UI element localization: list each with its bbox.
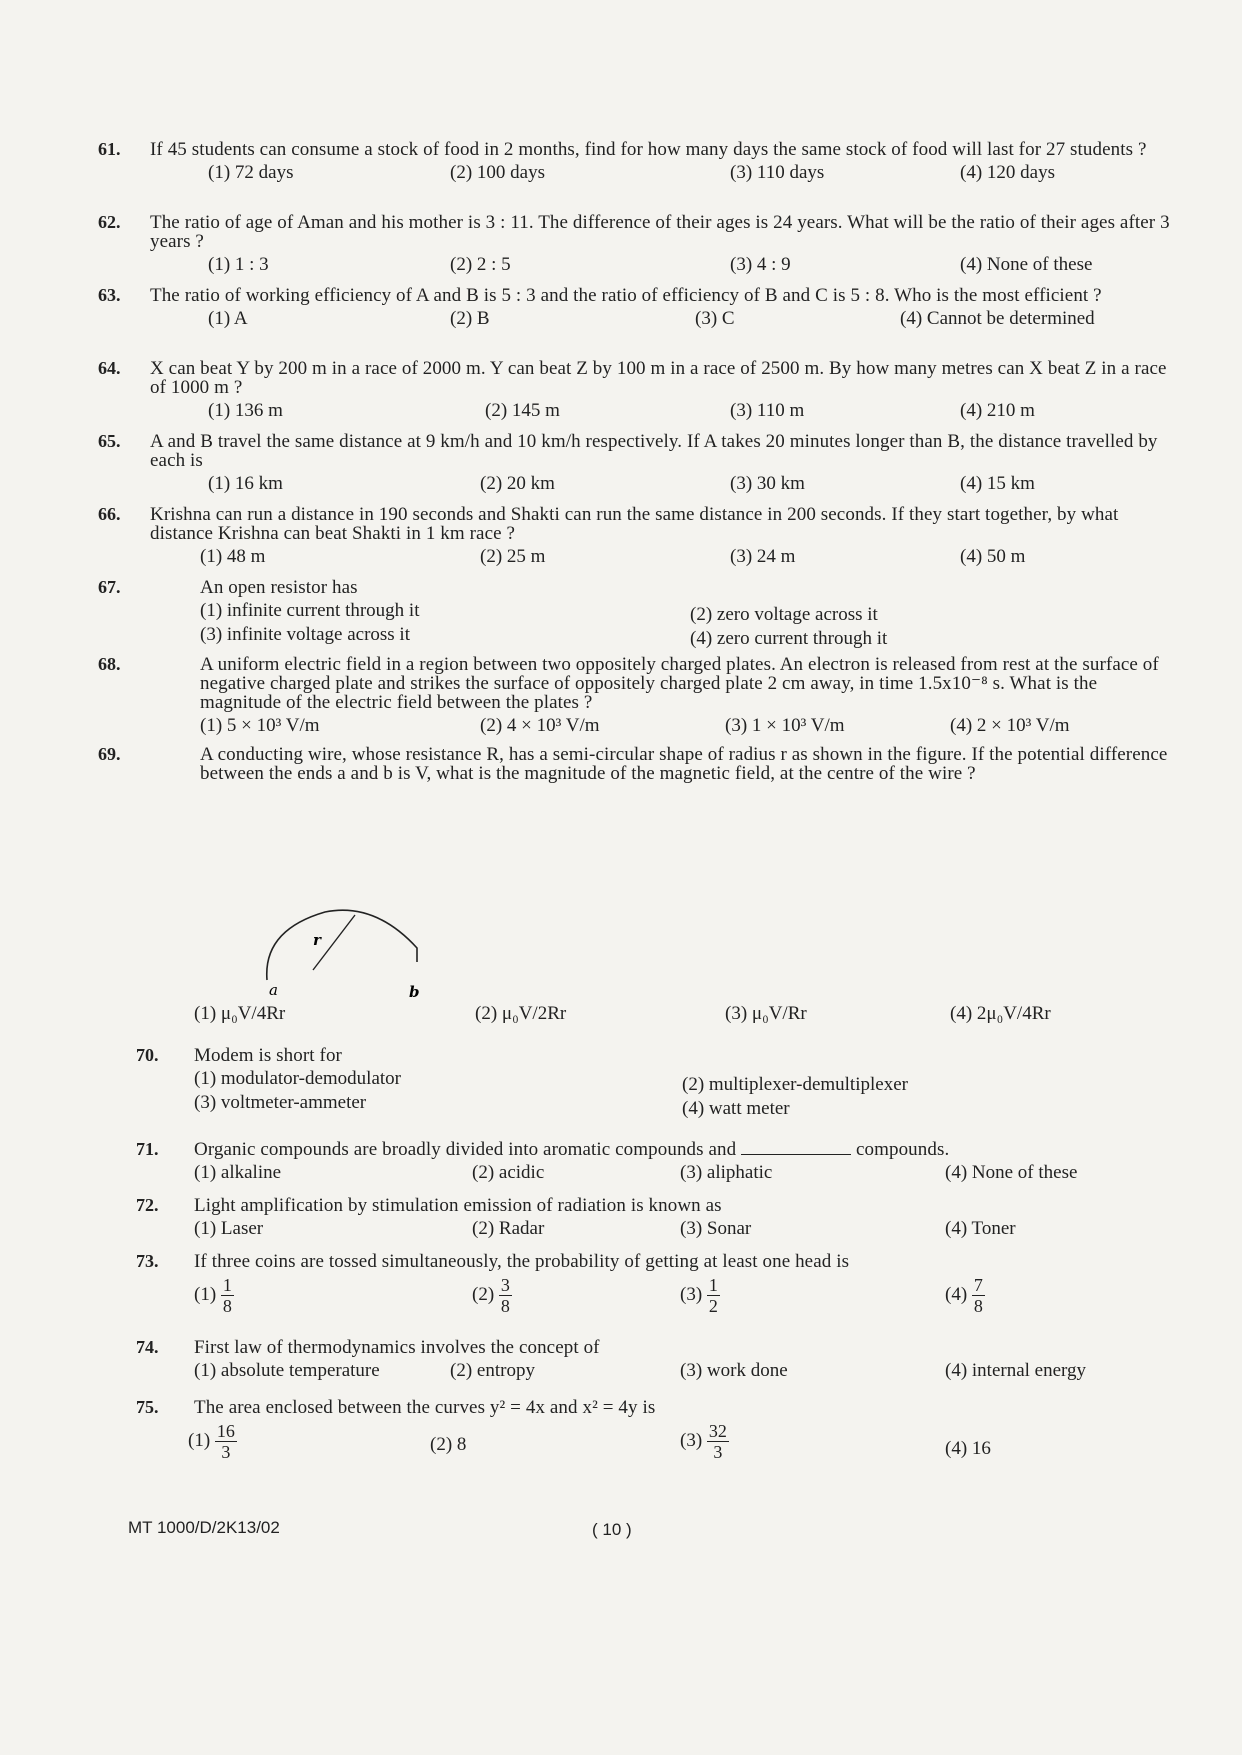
question-number: 75. [136,1397,159,1417]
question-text: Krishna can run a distance in 190 seconds and Shakti can run the same distance in 200 seconds. If they start together, by what distance Krishna can beat Shakti in 1 km race ? [150,504,1119,544]
question-number: 63. [98,285,121,305]
question-70 [136,1045,1180,1119]
option-3: (3) work done [680,1360,788,1381]
option-2: (2) 145 m [485,400,560,421]
semicircle-wire-figure [255,900,455,1010]
question-text: Organic compounds are broadly divided into aromatic compounds and [194,1139,737,1160]
option-4: (4) 16 [945,1438,991,1459]
option-4: (4) 120 days [960,162,1055,183]
option-3: (3) 30 km [730,473,805,494]
question-number: 66. [98,504,121,524]
question-number: 72. [136,1195,159,1215]
option-1: (1) 16 km [208,473,283,494]
option-1: (1) infinite current through it [200,600,420,621]
question-number: 71. [136,1139,159,1159]
question-62 [98,212,1180,279]
option-1: (1) 5 × 10³ V/m [200,715,320,736]
question-number: 69. [98,744,121,764]
option-4: (4) $\frac{7}{8}$ [945,1275,983,1316]
question-73 [136,1251,1180,1325]
option-3: (3) aliphatic [680,1162,773,1183]
question-number: 64. [98,358,121,378]
question-text: If 45 students can consume a stock of food in 2 months, find for how many days the same stock of food will last for 27 students ? [150,139,1147,160]
question-67 [98,577,1180,649]
option-4: (4) None of these [945,1162,1078,1183]
question-text: The area enclosed between the curves y² = 4x and x² = 4y is [194,1397,656,1418]
option-3: (3) μ₀V/Rr [725,1003,807,1024]
paper-code: MT 1000/D/2K13/02 [128,1518,280,1537]
fraction: $\frac{32}{3}$ [708,1421,727,1462]
question-text: The ratio of age of Aman and his mother is 3 : 11. The difference of their ages is 24 years. What will be the ratio of their ages after 3 years ? [150,212,1170,252]
question-text: A conducting wire, whose resistance R, has a semi-circular shape of radius r as shown in the figure. If the potential difference between the ends a and b is V, what is the magnitude of the magnetic field, at the centre of the wire ? [200,744,1168,784]
fraction: $\frac{1}{2}$ [708,1275,718,1316]
question-74 [136,1337,1180,1385]
option-4: (4) internal energy [945,1360,1087,1381]
fraction: $\frac{16}{3}$ [216,1421,235,1462]
option-1: (1) μ₀V/4Rr [194,1003,286,1024]
option-2: (2) 8 [430,1434,467,1455]
option-2: (2) 20 km [480,473,555,494]
question-68 [98,654,1180,740]
option-2: (2) Radar [472,1218,545,1239]
question-text: Modem is short for [194,1045,342,1066]
label-a: a [269,981,278,999]
option-1: (1) 1 : 3 [208,254,269,275]
option-1: (1) A [208,308,248,329]
question-text: Light amplification by stimulation emission of radiation is known as [194,1195,722,1216]
option-3: (3) 110 days [730,162,825,183]
option-2: (2) 100 days [450,162,545,183]
fraction: $\frac{7}{8}$ [973,1275,983,1316]
fraction: $\frac{1}{8}$ [222,1275,232,1316]
option-3: (3) infinite voltage across it [200,624,410,645]
option-1: (1) modulator-demodulator [194,1068,401,1089]
fraction: $\frac{3}{8}$ [500,1275,510,1316]
option-3: (3) C [695,308,735,329]
option-3: (3) 24 m [730,546,796,567]
question-text: If three coins are tossed simultaneously, the probability of getting at least one head is [194,1251,850,1272]
question-61 [98,139,1180,187]
question-text: X can beat Y by 200 m in a race of 2000 m. Y can beat Z by 100 m in a race of 2500 m. By how many metres can X beat Z in a race of 1000 m ? [150,358,1167,398]
label-b: b [409,983,420,1001]
option-3: (3) $\frac{32}{3}$ [680,1421,727,1462]
option-1: (1) $\frac{16}{3}$ [188,1421,235,1462]
option-1: (1) 48 m [200,546,266,567]
question-number: 67. [98,577,121,597]
question-number: 62. [98,212,121,232]
question-number: 61. [98,139,121,159]
question-65 [98,431,1180,498]
question-number: 68. [98,654,121,674]
option-4: (4) Cannot be determined [900,308,1095,329]
option-4: (4) None of these [960,254,1093,275]
option-4: (4) watt meter [682,1098,790,1119]
question-number: 74. [136,1337,159,1357]
option-3: (3) 1 × 10³ V/m [725,715,845,736]
option-3: (3) 4 : 9 [730,254,791,275]
question-text: First law of thermodynamics involves the concept of [194,1337,600,1358]
option-1: (1) absolute temperature [194,1360,380,1381]
option-3: (3) $\frac{1}{2}$ [680,1275,718,1316]
option-4: (4) 210 m [960,400,1035,421]
question-69 [98,744,1180,784]
option-2: (2) zero voltage across it [690,604,878,625]
question-number: 70. [136,1045,159,1065]
question-text-end: compounds. [855,1139,950,1160]
page-number: ( 10 ) [592,1520,632,1539]
option-3: (3) 110 m [730,400,805,421]
question-72 [136,1195,1180,1243]
option-1: (1) 72 days [208,162,294,183]
option-2: (2) multiplexer-demultiplexer [682,1074,908,1095]
option-4: (4) 2μ₀V/4Rr [950,1003,1051,1024]
option-4: (4) 15 km [960,473,1035,494]
question-number: 65. [98,431,121,451]
option-2: (2) $\frac{3}{8}$ [472,1275,510,1316]
question-text: A uniform electric field in a region between two oppositely charged plates. An electron is released from rest at the surface of negative charged plate and strikes the surface of oppositely charged plate 2 cm away, in time 1.5x10⁻⁸ s. What is the magnitude of the electric field between the plates ? [200,654,1159,713]
question-69-options [150,1004,1180,1028]
option-1: (1) alkaline [194,1162,282,1183]
question-text: A and B travel the same distance at 9 km/h and 10 km/h respectively. If A takes 20 minutes longer than B, the distance travelled by each is [150,431,1158,471]
option-2: (2) B [450,308,490,329]
option-1: (1) 136 m [208,400,283,421]
option-3: (3) Sonar [680,1218,752,1239]
option-2: (2) acidic [472,1162,545,1183]
option-4: (4) zero current through it [690,628,888,649]
question-text: An open resistor has [200,577,358,598]
option-1: (1) Laser [194,1218,264,1239]
question-63 [98,285,1180,333]
label-r: r [313,931,321,949]
question-64 [98,358,1180,425]
option-1: (1) $\frac{1}{8}$ [194,1275,232,1316]
option-2: (2) 2 : 5 [450,254,511,275]
semicircle-arc [267,910,417,980]
option-4: (4) 50 m [960,546,1026,567]
question-66 [98,504,1180,571]
question-text: The ratio of working efficiency of A and B is 5 : 3 and the ratio of efficiency of B and C is 5 : 8. Who is the most efficient ? [150,285,1102,306]
option-4: (4) Toner [945,1218,1016,1239]
question-71 [136,1139,1180,1187]
answer-blank [741,1154,851,1155]
option-2: (2) 4 × 10³ V/m [480,715,600,736]
option-3: (3) voltmeter-ammeter [194,1092,367,1113]
option-2: (2) 25 m [480,546,546,567]
question-75 [136,1397,1180,1471]
question-number: 73. [136,1251,159,1271]
option-4: (4) 2 × 10³ V/m [950,715,1070,736]
option-2: (2) entropy [450,1360,535,1381]
option-2: (2) μ₀V/2Rr [475,1003,567,1024]
